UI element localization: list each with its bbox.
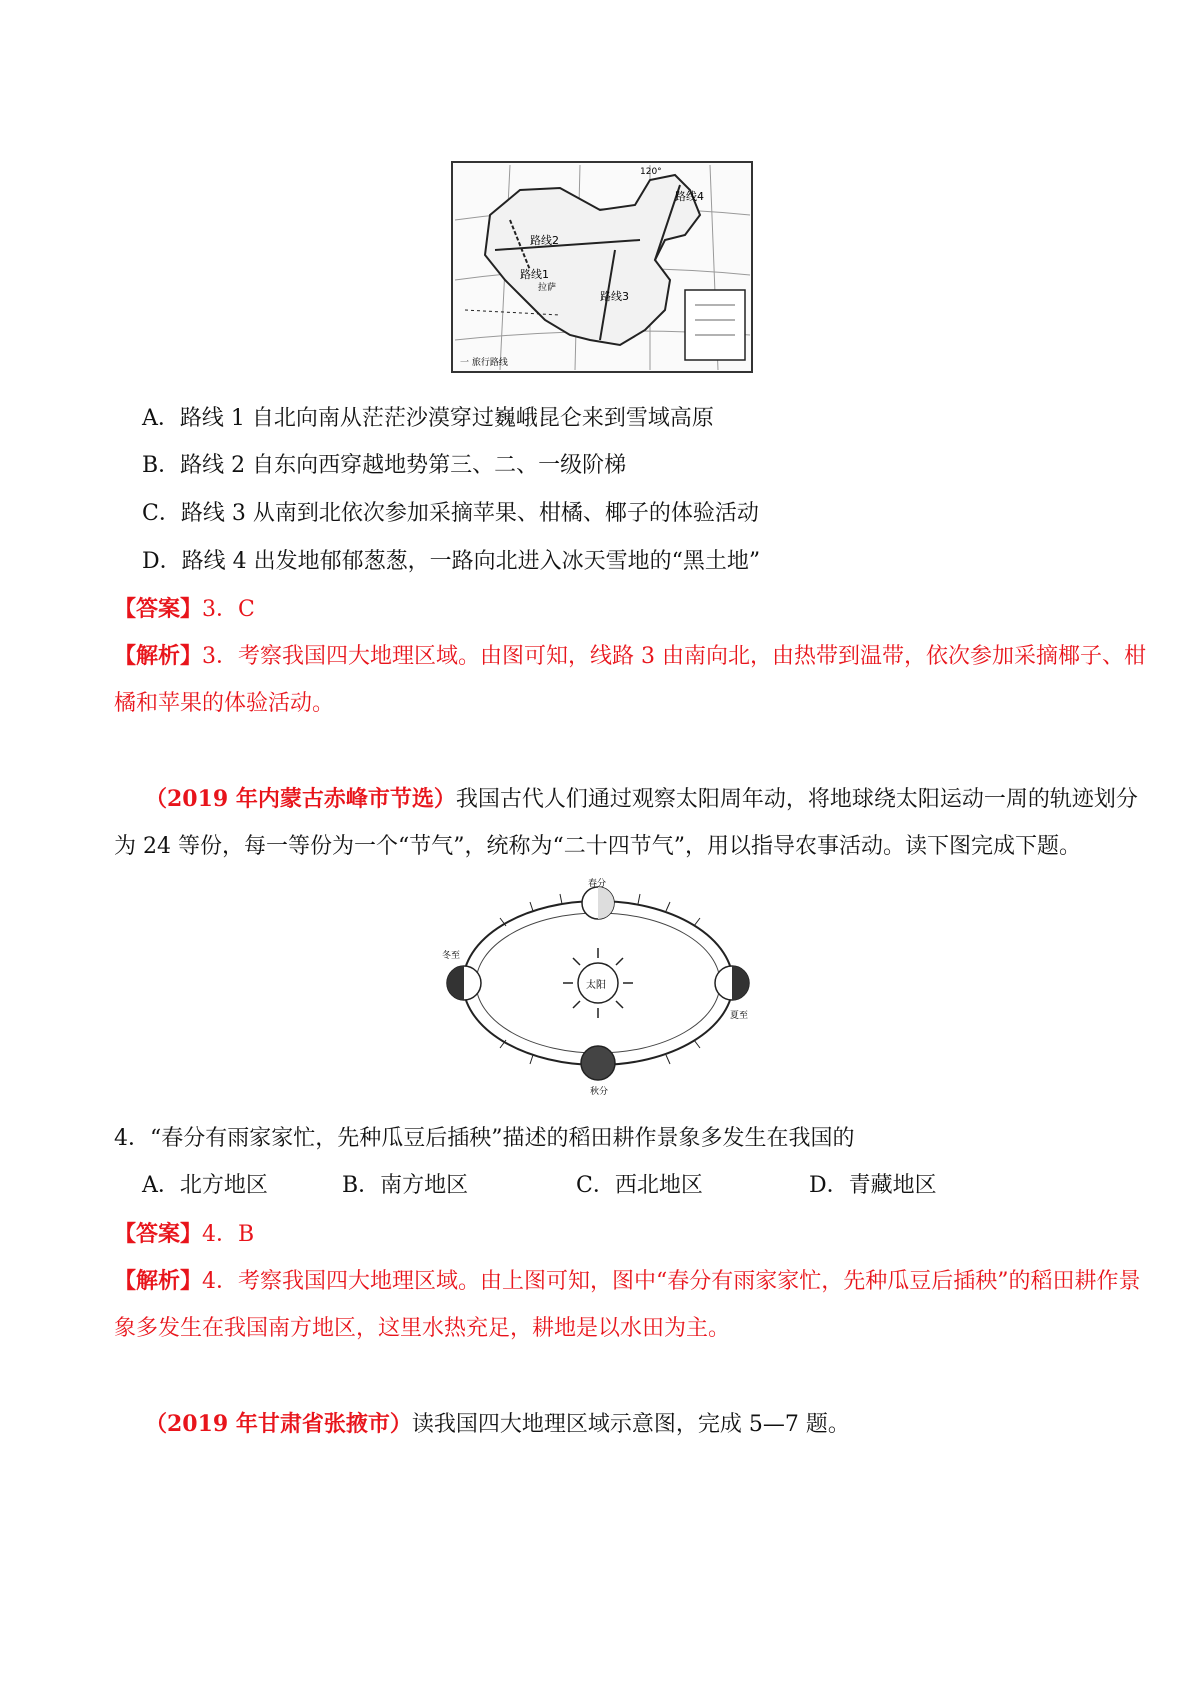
solar-terms-diagram [440, 878, 755, 1098]
q4-source: （2019 年内蒙古赤峰市节选） [145, 786, 456, 812]
map-label-route3: 路线3 [600, 290, 629, 303]
sun-label: 太阳 [586, 980, 606, 991]
q4-analysis-tag: 【解析】 [114, 1268, 203, 1294]
q4-intro-text1: 我国古代人们通过观察太阳周年动，将地球绕太阳运动一周的轨迹划分 [455, 787, 1138, 812]
q4-question: 4．“春分有雨家家忙，先种瓜豆后插秧”描述的稻田耕作景象多发生在我国的 [114, 1126, 855, 1151]
solar-terms-diagram-svg [440, 878, 755, 1098]
q4-option-c: C．西北地区 [576, 1173, 703, 1198]
label-autumn: 秋分 [590, 1087, 609, 1097]
q3-answer-tag: 【答案】 [114, 596, 203, 622]
earth-winter-icon [447, 966, 481, 1000]
q3-analysis-tag: 【解析】 [114, 643, 203, 669]
label-summer: 夏至 [730, 1011, 749, 1021]
q3-analysis-text1: 3．考察我国四大地理区域。由图可知，线路 3 由南向北，由热带到温带，依次参加采摘椰子、柑 [202, 644, 1146, 669]
q5-source: （2019 年甘肃省张掖市） [145, 1411, 412, 1437]
q5-intro [145, 1409, 850, 1440]
q3-option-d: D．路线 4 出发地郁郁葱葱，一路向北进入冰天雪地的“黑土地” [142, 549, 761, 574]
q4-analysis-line1 [114, 1266, 1141, 1297]
china-route-map [450, 160, 755, 375]
q4-answer [114, 1219, 254, 1250]
q4-answer-value: 4．B [202, 1222, 255, 1247]
q4-intro-line1 [145, 784, 1138, 815]
map-label-route2: 路线2 [530, 234, 559, 247]
earth-spring-icon [582, 887, 614, 919]
map-label-lhasa: 拉萨 [538, 283, 557, 293]
q3-answer-value: 3．C [202, 597, 255, 622]
q3-option-b: B．路线 2 自东向西穿越地势第三、二、一级阶梯 [142, 453, 627, 478]
q4-analysis-text1: 4．考察我国四大地理区域。由上图可知，图中“春分有雨家家忙，先种瓜豆后插秧”的稻田耕作景 [202, 1269, 1141, 1294]
q4-option-a: A．北方地区 [142, 1173, 268, 1198]
map-label-route1: 路线1 [520, 268, 549, 281]
q3-analysis-line2: 橘和苹果的体验活动。 [114, 691, 335, 716]
q4-analysis-line2: 象多发生在我国南方地区，这里水热充足，耕地是以水田为主。 [114, 1316, 731, 1341]
earth-autumn-icon [581, 1046, 615, 1080]
q4-answer-tag: 【答案】 [114, 1221, 203, 1247]
q4-option-b: B．南方地区 [342, 1173, 469, 1198]
q4-option-d: D．青藏地区 [809, 1173, 937, 1198]
earth-summer-icon [715, 966, 749, 1000]
q5-intro-text: 读我国四大地理区域示意图，完成 5—7 题。 [411, 1412, 850, 1437]
map-label-legend: 一 旅行路线 [460, 358, 508, 368]
label-winter: 冬至 [442, 951, 461, 961]
map-label-route4: 路线4 [675, 190, 704, 203]
china-route-map-svg [450, 160, 755, 375]
q3-option-a: A．路线 1 自北向南从茫茫沙漠穿过巍峨昆仑来到雪域高原 [142, 406, 714, 431]
label-spring: 春分 [588, 879, 607, 889]
q4-intro-line2: 为 24 等份，每一等份为一个“节气”，统称为“二十四节气”，用以指导农事活动。读下图完成下题。 [114, 834, 1081, 859]
map-label-lon: 120° [640, 167, 662, 177]
q3-analysis-line1 [114, 641, 1146, 672]
q3-answer [114, 594, 255, 625]
q3-option-c: C．路线 3 从南到北依次参加采摘苹果、柑橘、椰子的体验活动 [142, 501, 759, 526]
